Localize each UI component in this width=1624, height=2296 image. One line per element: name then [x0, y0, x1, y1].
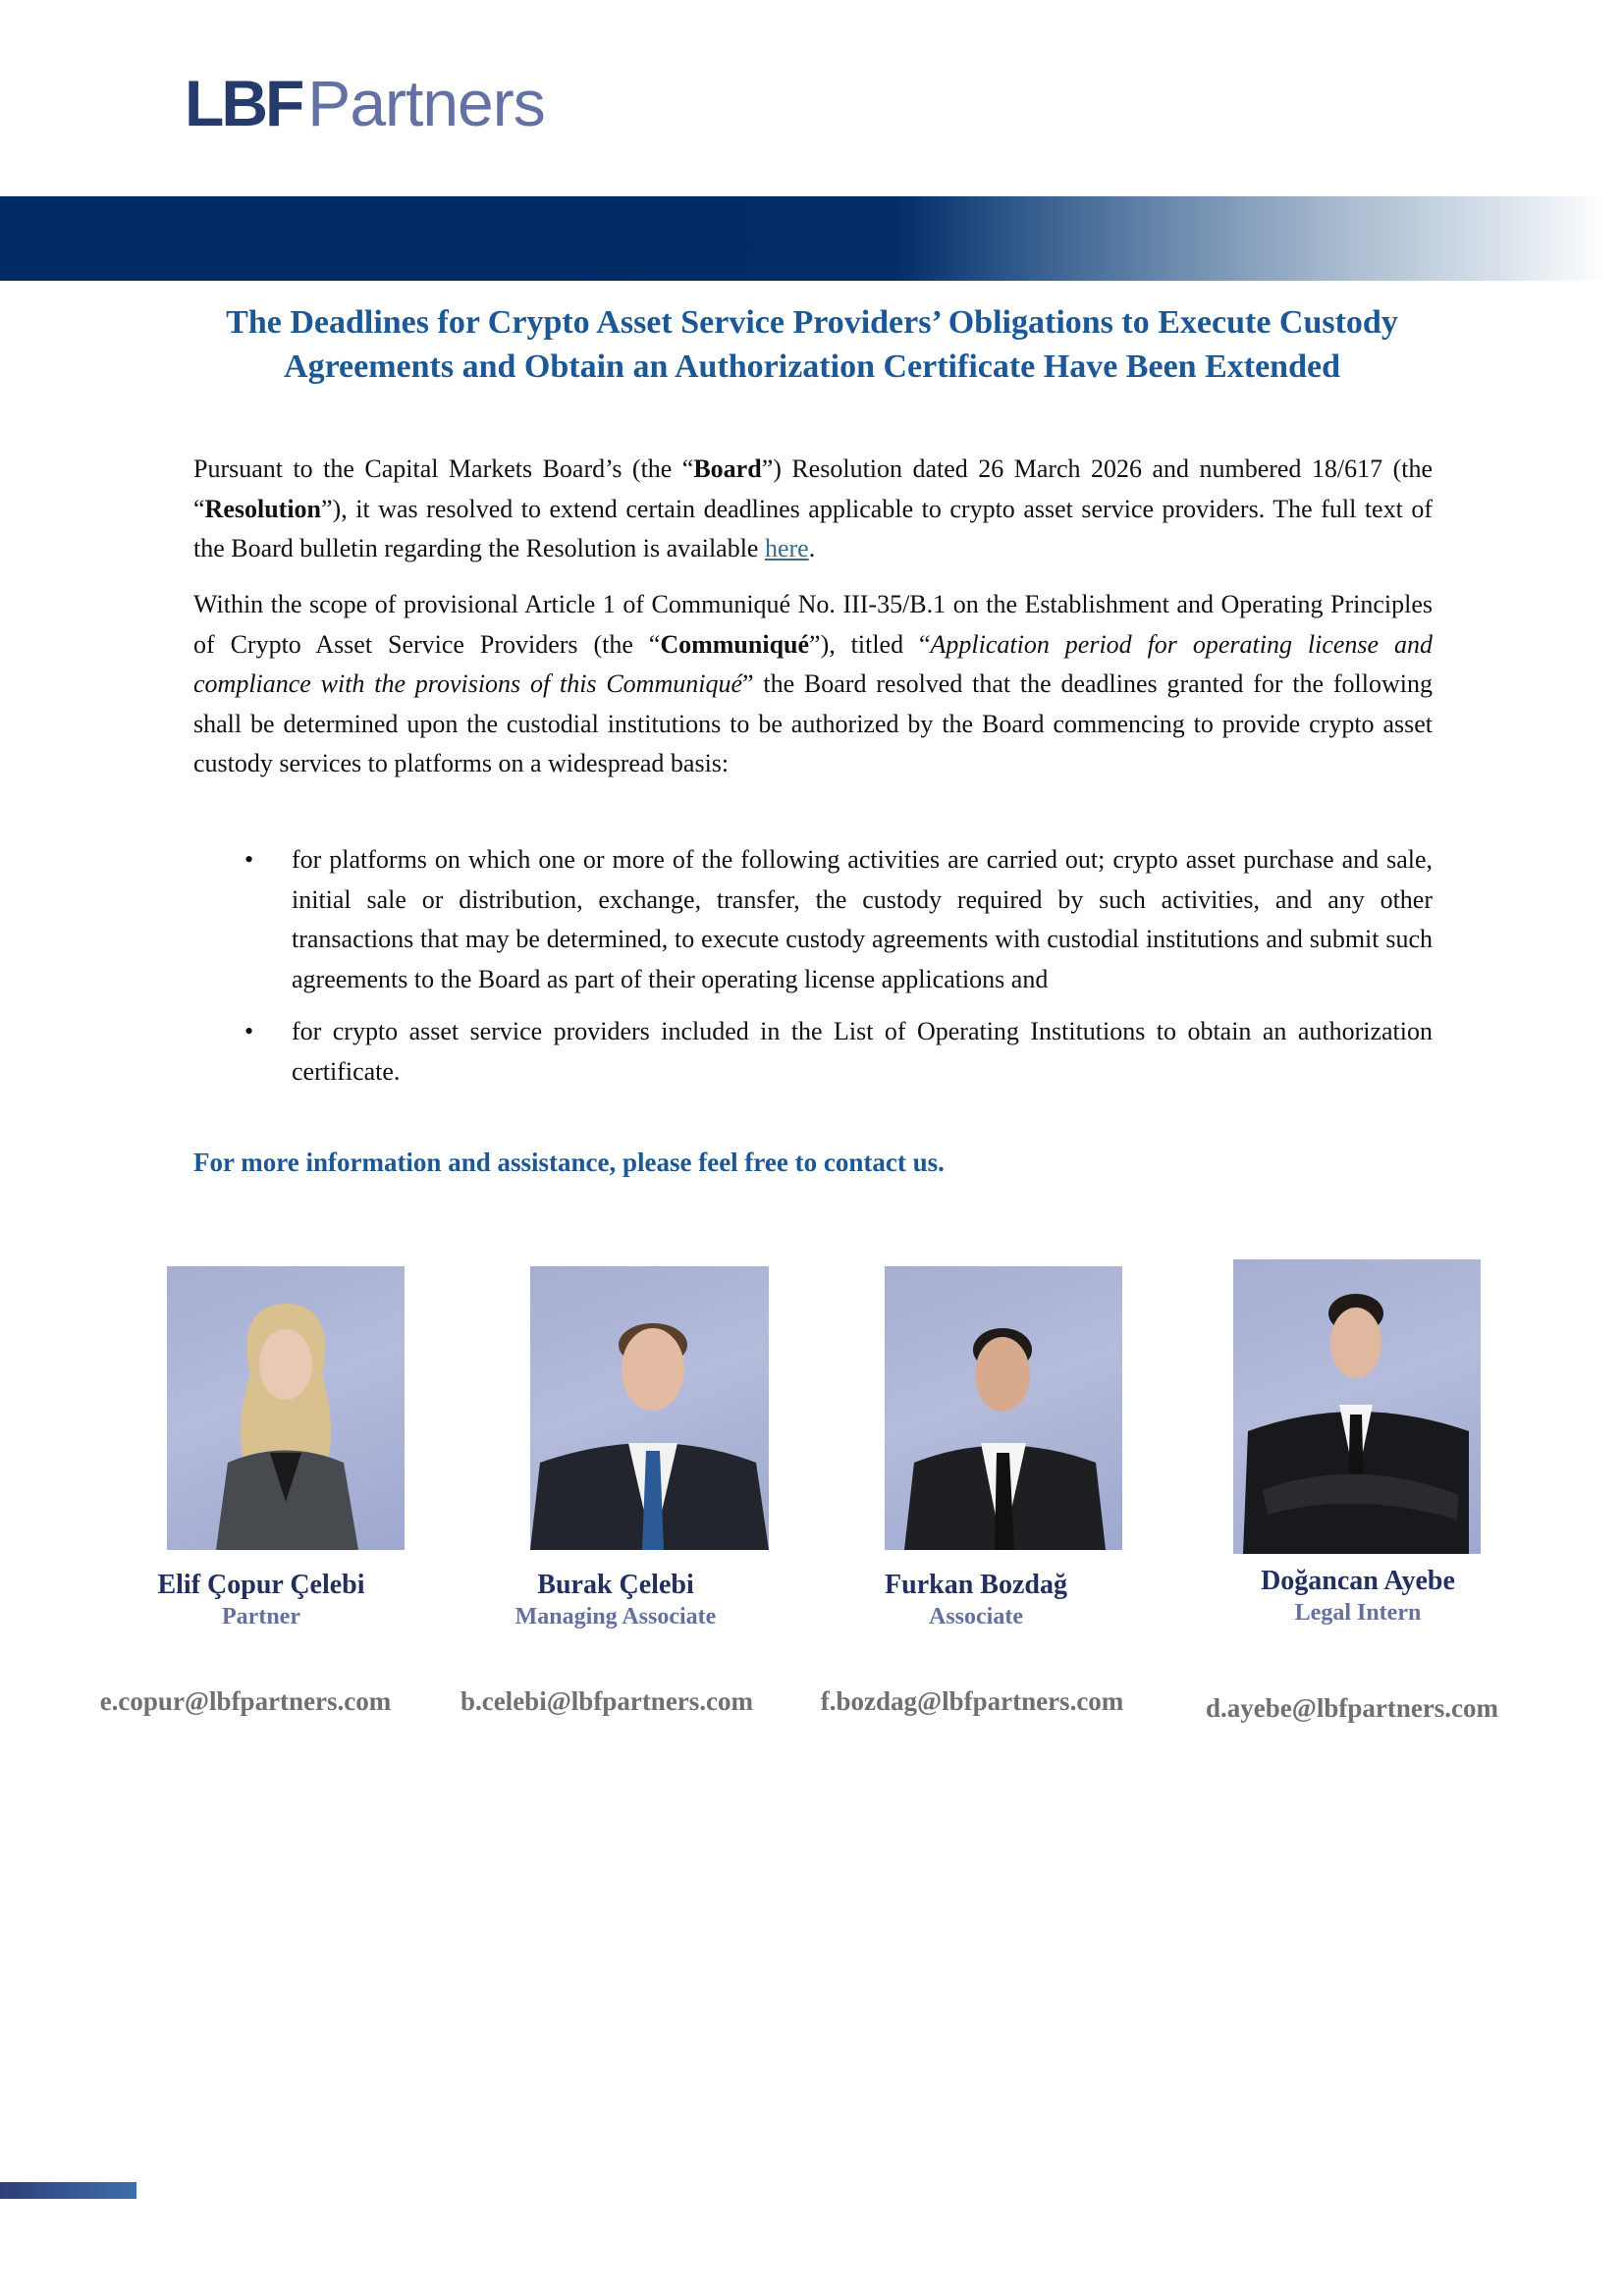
bullet-icon: •: [244, 845, 254, 874]
team-member: [1181, 1565, 1535, 1628]
header-gradient-banner: [0, 196, 1624, 281]
team-member: [84, 1569, 438, 1631]
portrait-man-icon: [1233, 1259, 1481, 1554]
text: Pursuant to the Capital Markets Board’s (the “: [193, 454, 694, 483]
text: ”), titled “: [809, 629, 931, 659]
text: Within the scope of provisional Article 1 of Communiqué No. III-35/B.1 on the Establishment and Operating Principles of Crypto Asset Service Providers (the “: [193, 590, 1433, 659]
list-item: [193, 1012, 1433, 1092]
email-link[interactable]: b.celebi@lbfpartners.com: [460, 1686, 754, 1716]
photo-furkan-bozdag: [885, 1266, 1122, 1550]
bullet-text: for platforms on which one or more of the following activities are carried out; crypto asset purchase and sale, initial sale or distribution, exchange, transfer, the custody required by such activities, and any other transactions that may be determined, to execute custody agreements with custodial institutions and submit such agreements to the Board as part of their operating license applications and: [292, 845, 1433, 993]
term-resolution: Resolution: [204, 494, 322, 523]
text: ”) Resolution dated 26 March 2026 and numbered 18/617 (the “: [193, 454, 1433, 523]
member-role: Associate: [929, 1604, 1023, 1629]
bullet-text: for crypto asset service providers included in the List of Operating Institutions to obtain an authorization certificate.: [292, 1017, 1433, 1086]
photo-dogancan-ayebe: [1233, 1259, 1481, 1554]
portrait-woman-icon: [167, 1266, 405, 1550]
member-name: Furkan Bozdağ: [885, 1570, 1067, 1600]
email-link[interactable]: e.copur@lbfpartners.com: [99, 1686, 392, 1716]
lbf-partners-logo: [185, 67, 545, 139]
bullet-icon: •: [244, 1017, 254, 1045]
paragraph-communique: [193, 585, 1433, 784]
footer-accent-bar: [0, 2182, 136, 2199]
text: ”), it was resolved to extend certain deadlines applicable to crypto asset service providers. The full text of the Board bulletin regarding the Resolution is available: [193, 494, 1433, 562]
member-name: Doğancan Ayebe: [1261, 1566, 1455, 1596]
bullet-list: [193, 840, 1433, 1104]
article-title: Application period for operating license and compliance with the provisions of this Communiqué: [193, 629, 1433, 698]
email-link[interactable]: d.ayebe@lbfpartners.com: [1205, 1693, 1499, 1723]
logo-partners: Partners: [307, 67, 545, 139]
term-communique: Communiqué: [660, 629, 810, 659]
text: .: [808, 534, 816, 562]
photo-burak-celebi: [530, 1266, 769, 1550]
page-title: The Deadlines for Crypto Asset Service Providers’ Obligations to Execute Custody Agreements and Obtain an Authorization Certificate Have Been Extended: [226, 304, 1398, 385]
contact-line: For more information and assistance, please feel free to contact us.: [193, 1148, 945, 1177]
member-role: Partner: [222, 1604, 300, 1629]
portrait-man-icon: [885, 1266, 1122, 1550]
team-member: [439, 1569, 792, 1631]
member-name: Burak Çelebi: [537, 1570, 694, 1600]
member-role: Legal Intern: [1294, 1600, 1422, 1626]
logo-lbf: LBF: [185, 67, 302, 139]
here-link[interactable]: here: [764, 534, 809, 562]
photo-elif-copur-celebi: [167, 1266, 405, 1550]
portrait-man-icon: [530, 1266, 769, 1550]
paragraph-resolution: [193, 450, 1433, 569]
member-role: Managing Associate: [514, 1604, 717, 1629]
term-board: Board: [693, 454, 762, 483]
text: ” the Board resolved that the deadlines granted for the following shall be determined upon the custodial institutions to be authorized by the Board commencing to provide crypto asset custody services to platforms on a widespread basis:: [193, 669, 1433, 777]
email-link[interactable]: f.bozdag@lbfpartners.com: [820, 1686, 1124, 1716]
team-member: [799, 1569, 1153, 1631]
member-name: Elif Çopur Çelebi: [157, 1570, 365, 1600]
list-item: [193, 840, 1433, 999]
